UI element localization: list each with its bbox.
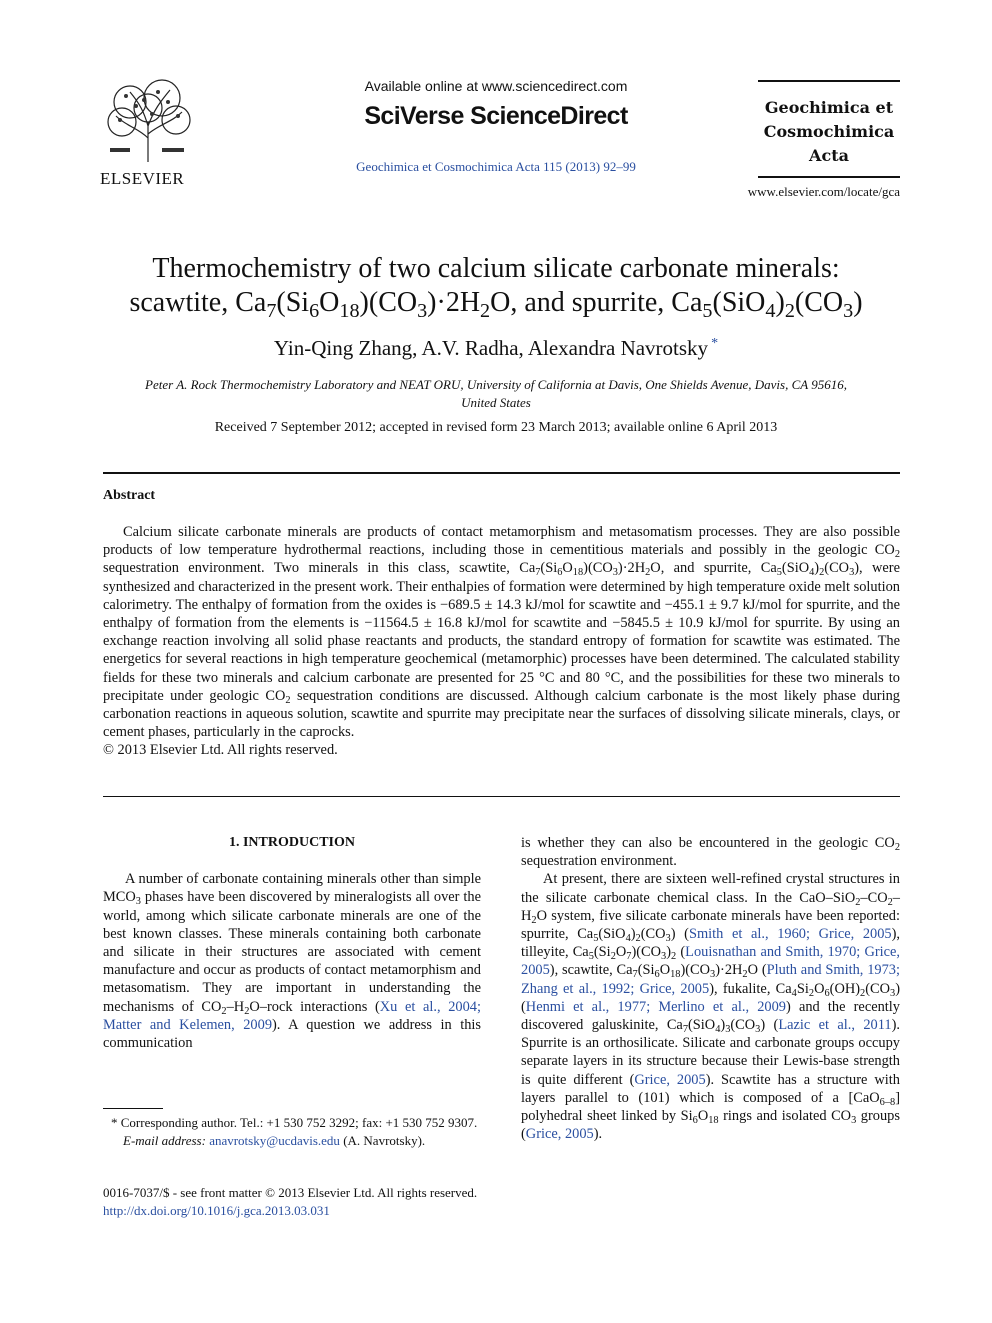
affiliation-line1: Peter A. Rock Thermochemistry Laboratory and NEAT ORU, University of California at Davis, One Shields Avenue, Davis, CA 95616, bbox=[145, 377, 847, 392]
article-title-line1: Thermochemistry of two calcium silicate carbonate minerals: bbox=[152, 253, 840, 284]
intro-paragraph-1-continued: is whether they can also be encountered in the geologic $CO_2$ sequestration environment. bbox=[521, 835, 900, 870]
corresponding-author-mark[interactable]: * bbox=[711, 336, 719, 351]
doi-link[interactable]: http://dx.doi.org/10.1016/j.gca.2013.03.031 bbox=[103, 1203, 330, 1218]
abstract-rule-bottom bbox=[103, 796, 900, 797]
abstract-heading: Abstract bbox=[103, 488, 156, 503]
affiliation-line2: United States bbox=[461, 395, 531, 410]
abstract-body: Calcium silicate carbonate minerals are products of contact metamorphism and metasomatism processes. They are also possible products of low temperature hydrothermal reactions, including those in cementitious materials and possibly in the geologic $CO_2$ sequestration environment. Two minerals in this class, scawtite, $Ca_7(Si_6O_{18})(CO_3)\cdot 2H_2O$, and spurrite, $Ca_5(SiO_4)_2(CO_3)$, were synthesized and characterized in the present work. Their enthalpies of formation were determined by high temperature oxide melt solution calorimetry. The enthalpy of formation from the oxides is −689.5 ± 14.3 kJ/mol for scawtite and −455.1 ± 9.7 kJ/mol for spurrite, and the enthalpy of formation from the elements is −11564.5 ± 16.8 kJ/mol for scawtite and −5845.5 ± 10.9 kJ/mol for spurrite. By using an exchange reaction involving all solid phase reactants and products, the standard entropy of formation for scawtite was estimated. The energetics for several reactions in high temperature geochemical (metamorphic) processes have been determined. The calculated stability fields for these two minerals and calcium carbonate are presented for 25 °C and 80 °C, and the possibilities for these two minerals to precipitate under geologic $CO_2$ sequestration conditions are discussed. Although calcium carbonate is the most likely phase during carbonation reactions in aqueous solution, scawtite and spurrite may precipitate near the surfaces of dissolving silicate minerals, clays, or cement phases, particularly in the caprocks. bbox=[103, 524, 900, 741]
abstract-rule-top bbox=[103, 472, 900, 474]
article-dates: Received 7 September 2012; accepted in revised form 23 March 2013; available online 6 April 2013 bbox=[214, 420, 778, 435]
article-title-line2: scawtite, $Ca_7(Si_6O_{18})(CO_3)\cdot 2H_2O$, and spurrite, $Ca_5(SiO_4)_2(CO_3)$ bbox=[129, 287, 863, 322]
abstract-copyright: © 2013 Elsevier Ltd. All rights reserved. bbox=[103, 742, 338, 759]
email-suffix: (A. Navrotsky). bbox=[343, 1133, 426, 1148]
journal-name-line3: Acta bbox=[809, 146, 849, 165]
email-label: E-mail address: bbox=[123, 1133, 206, 1148]
email-link[interactable]: anavrotsky@ucdavis.edu bbox=[209, 1133, 340, 1148]
intro-paragraph-2: At present, there are sixteen well-refined crystal structures in the silicate carbonate chemical class. In the CaO–$SiO_2-CO_2-H_2O$ system, five silicate carbonate minerals have been reported: spurrite, $Ca_5(SiO_4)_2(CO_3)$ (Smith et al., 1960; Grice, 2005), tilleyite, $Ca_5(Si_2O_7)(CO_3)_2$ (Louisnathan and Smith, 1970; Grice, 2005), scawtite, $Ca_7(Si_6O_{18})(CO_3)\cdot 2H_2O$ (Pluth and Smith, 1973; Zhang et al., 1992; Grice, 2005), fukalite, $Ca_4Si_2O_6(OH)_2(CO_3)$ (Henmi et al., 1977; Merlino et al., 2009) and the recently discovered galuskinite, $Ca_7(SiO_4)_3(CO_3)$ (Lazic et al., 2011). Spurrite is an orthosilicate. Silicate and carbonate groups occupy separate layers in its structure because their Lewis-base strength is quite different (Grice, 2005). Scawtite has a structure with layers parallel to (101) which is composed of a [CaO$_{6-8}$] polyhedral sheet linked by $Si_6O_{18}$ rings and isolated $CO_3$ groups (Grice, 2005). bbox=[521, 871, 901, 1143]
available-online: Available online at www.sciencedirect.com bbox=[364, 78, 628, 94]
issn-line: 0016-7037/$ - see front matter © 2013 Elsevier Ltd. All rights reserved. bbox=[103, 1185, 478, 1200]
author-list: Yin-Qing Zhang, A.V. Radha, Alexandra Navrotsky bbox=[273, 336, 709, 360]
journal-rule-bottom bbox=[758, 176, 900, 178]
journal-name-line2: Cosmochimica bbox=[763, 122, 895, 141]
journal-url[interactable]: www.elsevier.com/locate/gca bbox=[747, 184, 900, 199]
journal-citation[interactable]: Geochimica et Cosmochimica Acta 115 (2013) 92–99 bbox=[356, 159, 636, 174]
platform-name: SciVerse ScienceDirect bbox=[364, 102, 628, 130]
journal-name-line1: Geochimica et bbox=[764, 98, 894, 117]
elsevier-tree-icon bbox=[100, 78, 196, 162]
elsevier-logo bbox=[100, 78, 196, 188]
intro-paragraph-1: A number of carbonate containing minerals other than simple $MCO_3$ phases have been discovered by mineralogists all over the world, among which silicate carbonate minerals are one of the best known classes. These minerals containing both carbonate and silicate in their structures are associated with cement manufacture and occur as products of contact metamorphism and metasomatism. They are important in understanding the mechanisms of $CO_2-H_2O$–rock interactions (Xu et al., 2004; Matter and Kelemen, 2009). A question we address in this communication bbox=[103, 871, 482, 1052]
publisher-name: ELSEVIER bbox=[100, 169, 185, 188]
footnote-rule bbox=[103, 1108, 163, 1109]
corresponding-author-note: * Corresponding author. Tel.: +1 530 752 3292; fax: +1 530 752 9307. bbox=[111, 1115, 478, 1130]
journal-rule-top bbox=[758, 80, 900, 82]
section-heading-introduction: 1. INTRODUCTION bbox=[228, 835, 355, 850]
